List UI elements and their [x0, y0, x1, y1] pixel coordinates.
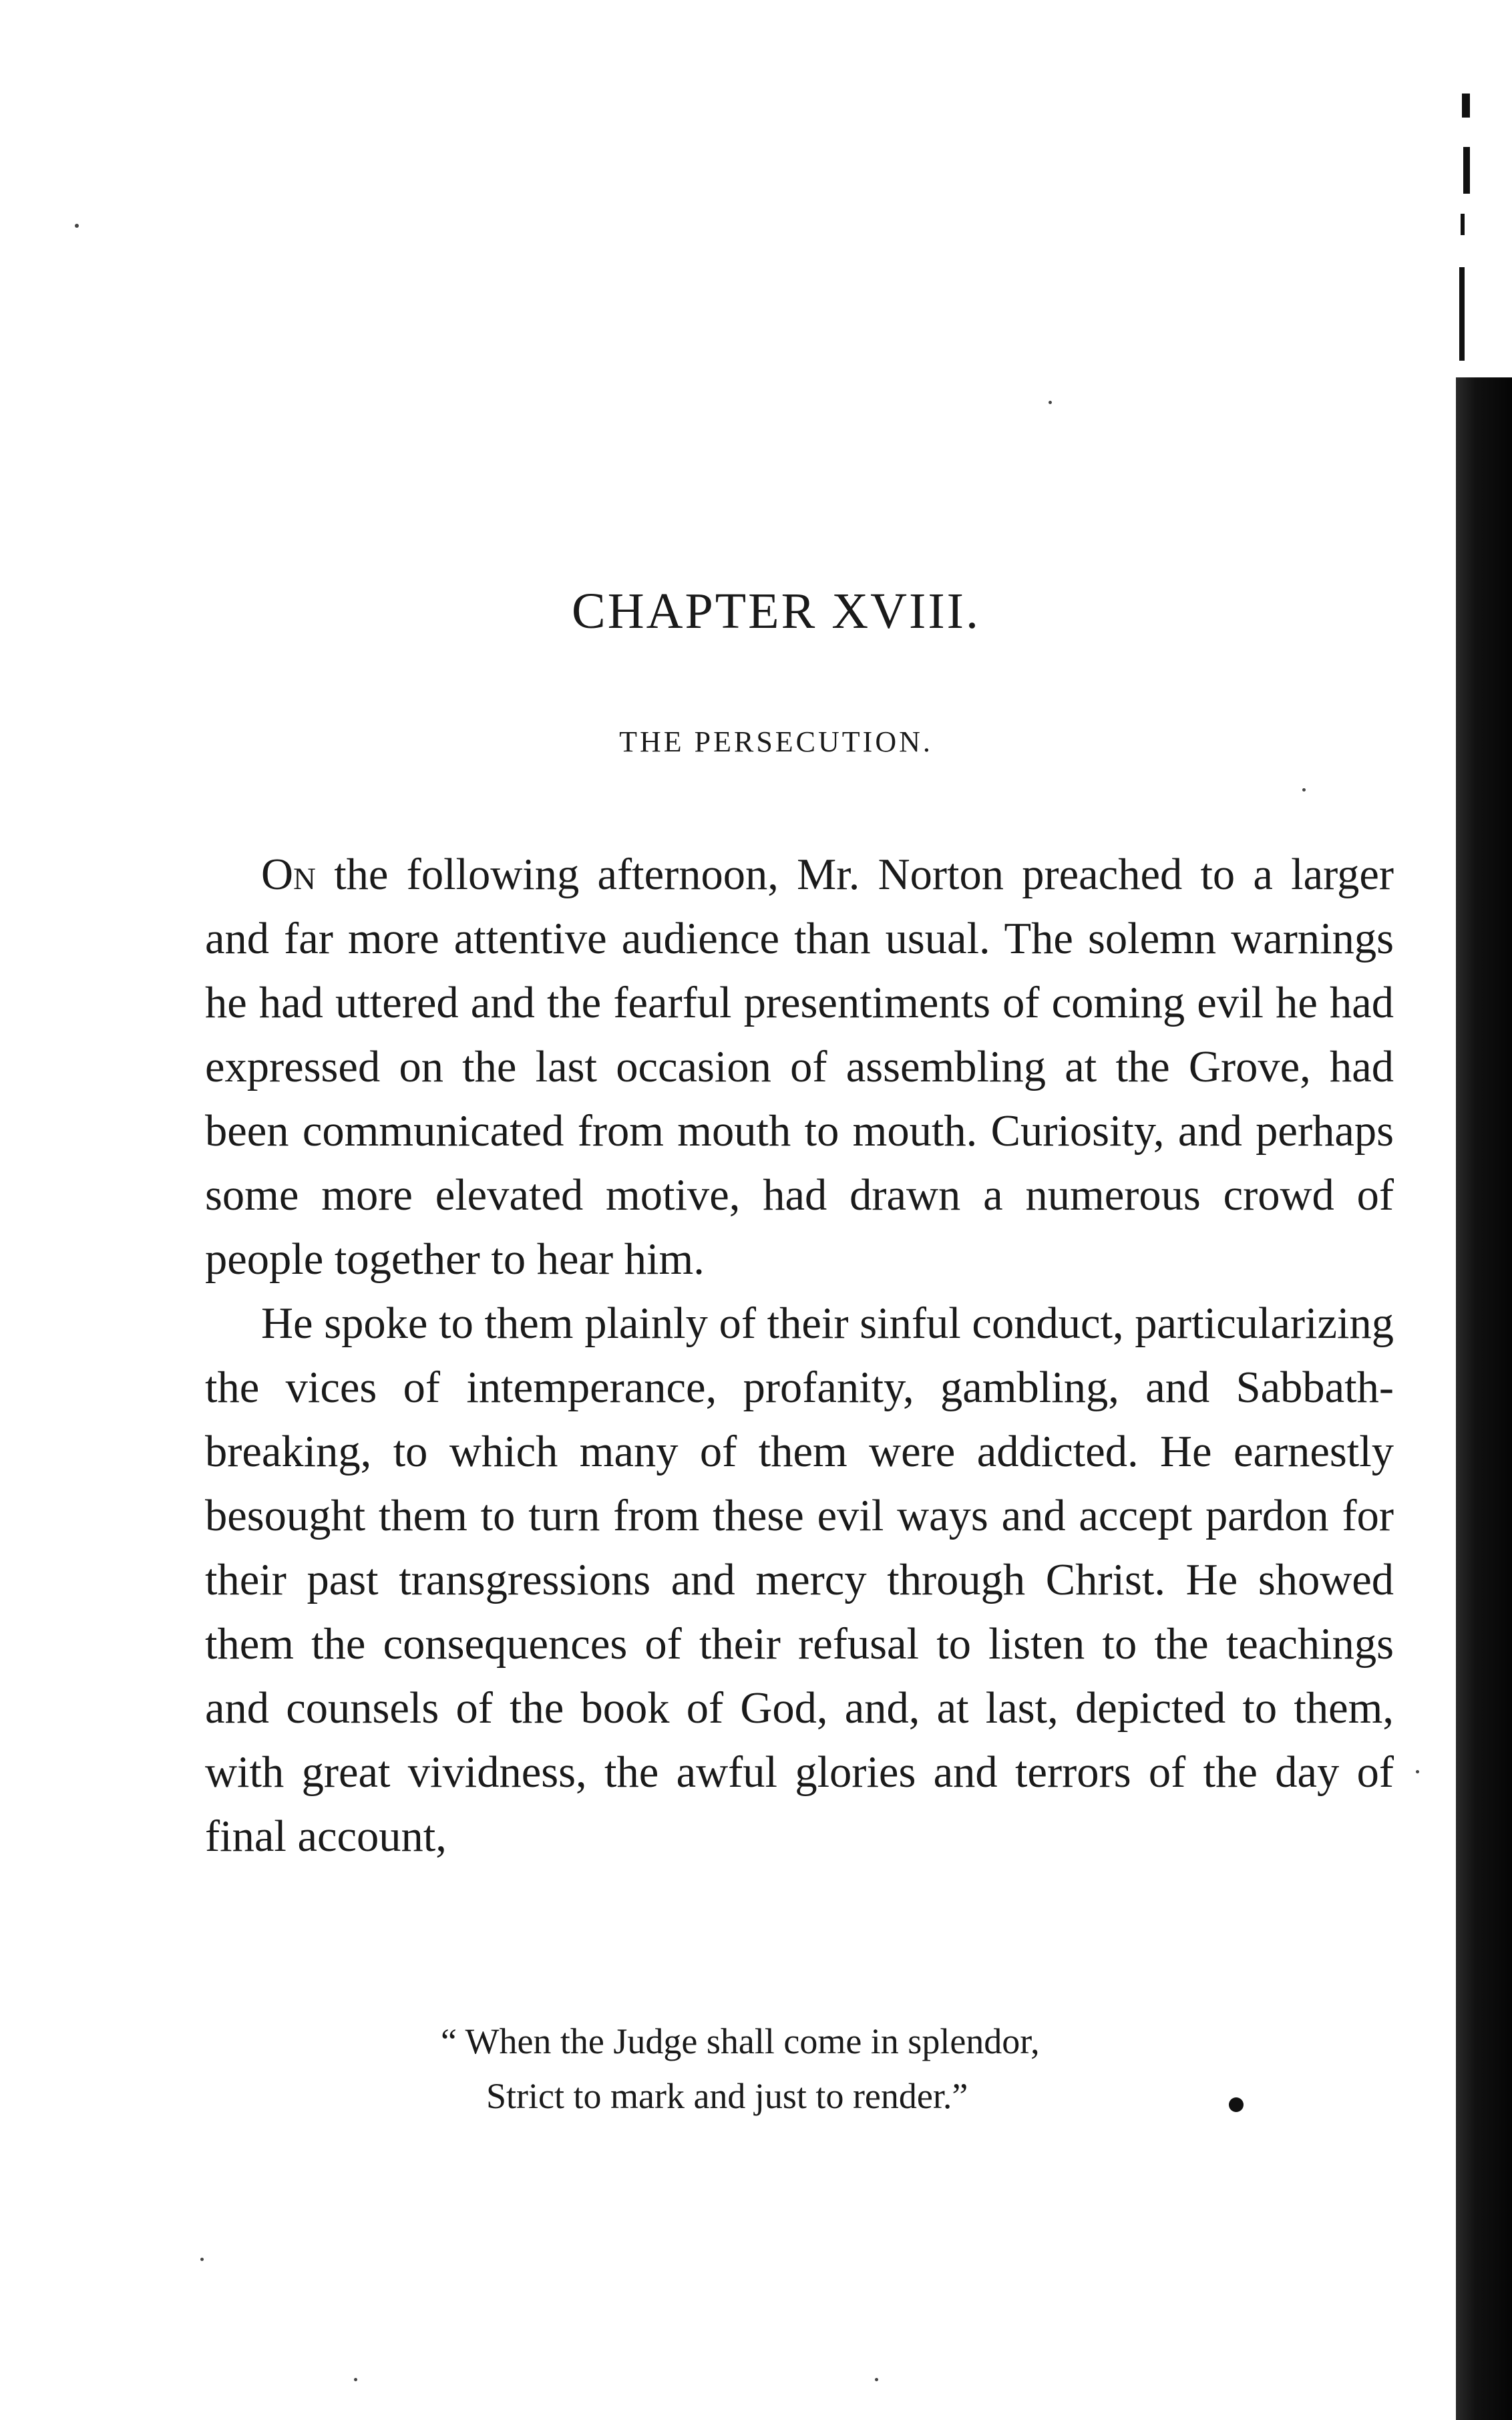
scan-speck	[875, 2378, 878, 2381]
verse-line: “ When the Judge shall come in splendor,	[441, 2021, 1040, 2061]
scan-speck	[1229, 2097, 1244, 2112]
binding-edge	[1456, 377, 1512, 2420]
scan-speck	[1302, 788, 1306, 792]
binding-edge-top	[1446, 0, 1512, 377]
verse-line: Strict to mark and just to render.”	[486, 2076, 968, 2116]
paragraph-lead: On	[261, 850, 316, 899]
verse-quote	[441, 2014, 1040, 2123]
chapter-subtitle: THE PERSECUTION.	[619, 725, 933, 758]
chapter-heading: CHAPTER XVIII.	[572, 583, 980, 639]
paragraph-text: He spoke to them plainly of their sinful conduct, particularizing the vices of intemperance, profanity, gambling, and Sabbath-breaking, to which many of them were addicted. He earnestly besought them to turn from these evil ways and accept pardon for their past transgressions and mercy through Christ. He showed them the consequences of their refusal to listen to the teachings and counsels of the book of God, and, at last, depicted to them, with great vividness, the awful glories and terrors of the day of final account,	[205, 1299, 1394, 1861]
scan-speck	[1416, 1770, 1419, 1773]
paragraph-2	[205, 1292, 1394, 1869]
scan-speck	[200, 2258, 204, 2261]
scan-speck	[75, 224, 79, 228]
scan-speck	[354, 2378, 357, 2381]
scan-speck	[1049, 401, 1052, 404]
paragraph-text: the following afternoon, Mr. Norton preached to a larger and far more attentive audience than usual. The solemn warnings he had uttered and the fearful presentiments of coming evil he had expressed on the last occasion of assembling at the Grove, had been communicated from mouth to mouth. Curiosity, and perhaps some more elevated motive, had drawn a numerous crowd of people together to hear him.	[205, 850, 1394, 1284]
paragraph-1	[205, 843, 1394, 1292]
body-text	[205, 843, 1394, 1869]
